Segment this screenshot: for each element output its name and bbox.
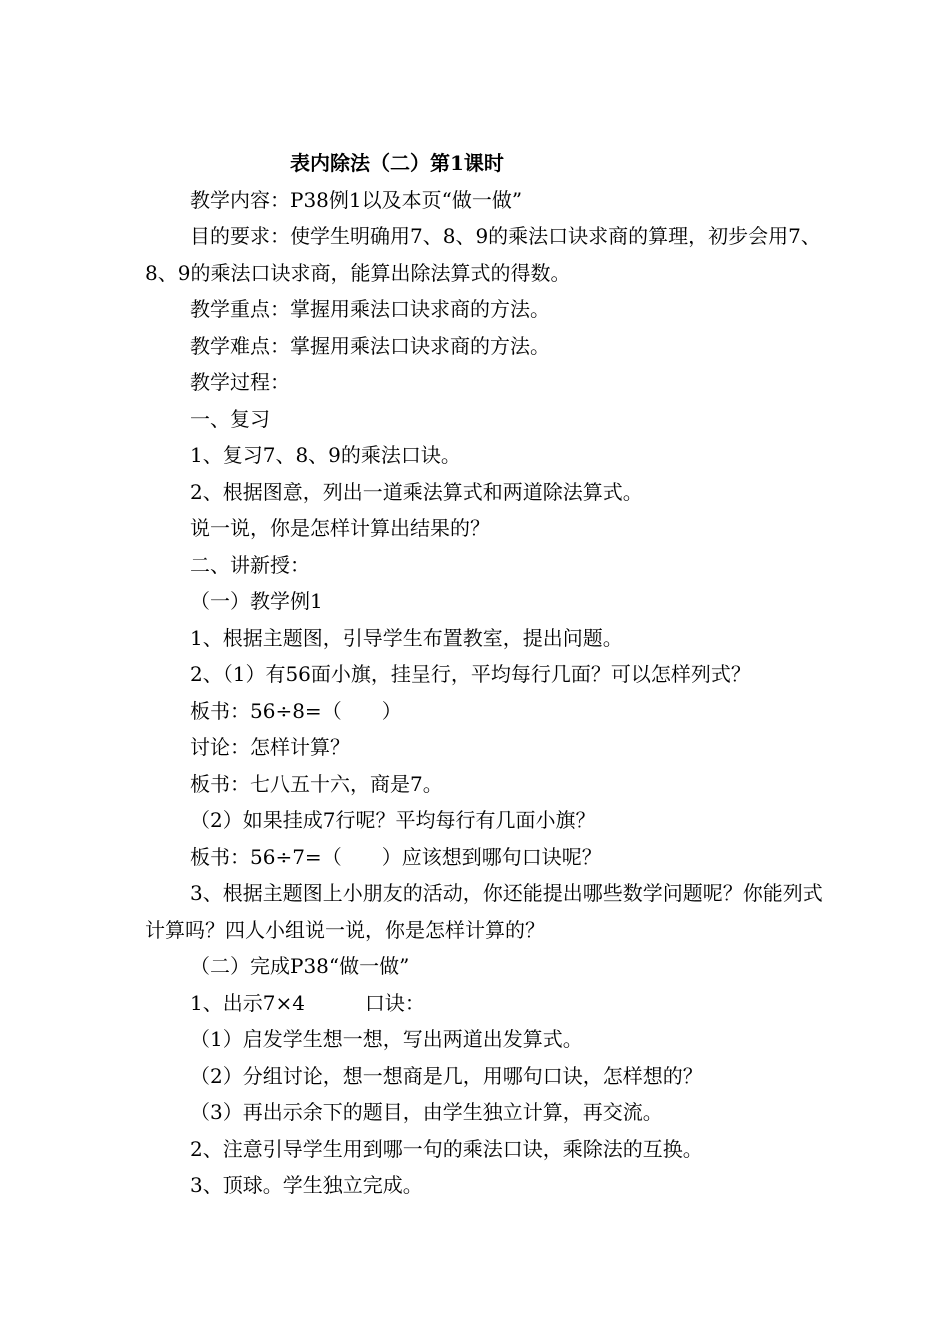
paragraph-objectives: 目的要求：使学生明确用7、8、9的乘法口诀求商的算理，初步会用7、8、9的乘法口诀求商，能算出除法算式的得数。 <box>145 224 821 285</box>
paragraph-process: 教学过程： <box>190 370 290 394</box>
paragraph-practice-1b: （2）分组讨论，想一想商是几，用哪句口诀，怎样想的？ <box>190 1063 703 1088</box>
document-title: 表内除法（二）第1课时 <box>290 151 504 175</box>
paragraph-review-2: 2、根据图意，列出一道乘法算式和两道除法算式。 <box>190 479 643 504</box>
paragraph-practice-2: 2、注意引导学生用到哪一句的乘法口诀，乘除法的互换。 <box>190 1136 703 1161</box>
subsection-example-1: （一）教学例1 <box>190 589 323 613</box>
subsection-practice: （二）完成P38“做一做” <box>190 954 410 978</box>
paragraph-discussion: 讨论：怎样计算？ <box>190 735 350 759</box>
paragraph-practice-1: 1、出示7×4 口诀： <box>190 990 425 1015</box>
section-new-lesson: 二、讲新授： <box>190 552 310 577</box>
paragraph-practice-3: 3、顶球。学生独立完成。 <box>190 1173 423 1197</box>
document-body <box>145 145 825 1204</box>
paragraph-example-2-part-2: （2）如果挂成7行呢？平均每行有几面小旗？ <box>190 808 596 832</box>
paragraph-practice-1c: （3）再出示余下的题目，由学生独立计算，再交流。 <box>190 1100 663 1124</box>
paragraph-practice-1a: （1）启发学生想一想，写出两道出发算式。 <box>190 1027 583 1051</box>
paragraph-review-talk: 说一说，你是怎样计算出结果的？ <box>190 516 490 540</box>
paragraph-content: 教学内容：P38例1以及本页“做一做” <box>190 187 523 212</box>
section-review: 一、复习 <box>190 406 270 431</box>
paragraph-review-1: 1、复习7、8、9的乘法口诀。 <box>190 443 461 467</box>
paragraph-key-point: 教学重点：掌握用乘法口诀求商的方法。 <box>190 297 550 321</box>
paragraph-example-2: 2、（1）有56面小旗，挂呈行，平均每行几面？可以怎样列式？ <box>190 662 751 686</box>
paragraph-board-1: 板书：56÷8=（ ） <box>190 698 402 723</box>
paragraph-difficulty: 教学难点：掌握用乘法口诀求商的方法。 <box>190 333 550 358</box>
paragraph-example-3: 3、根据主题图上小朋友的活动，你还能提出哪些数学问题呢？你能列式计算吗？四人小组说一说，你是怎样计算的？ <box>145 881 823 942</box>
paragraph-board-2: 板书：七八五十六，商是7。 <box>190 771 443 796</box>
paragraph-board-3: 板书：56÷7=（ ）应该想到哪句口诀呢？ <box>190 844 602 869</box>
paragraph-example-1: 1、根据主题图，引导学生布置教室，提出问题。 <box>190 625 623 650</box>
